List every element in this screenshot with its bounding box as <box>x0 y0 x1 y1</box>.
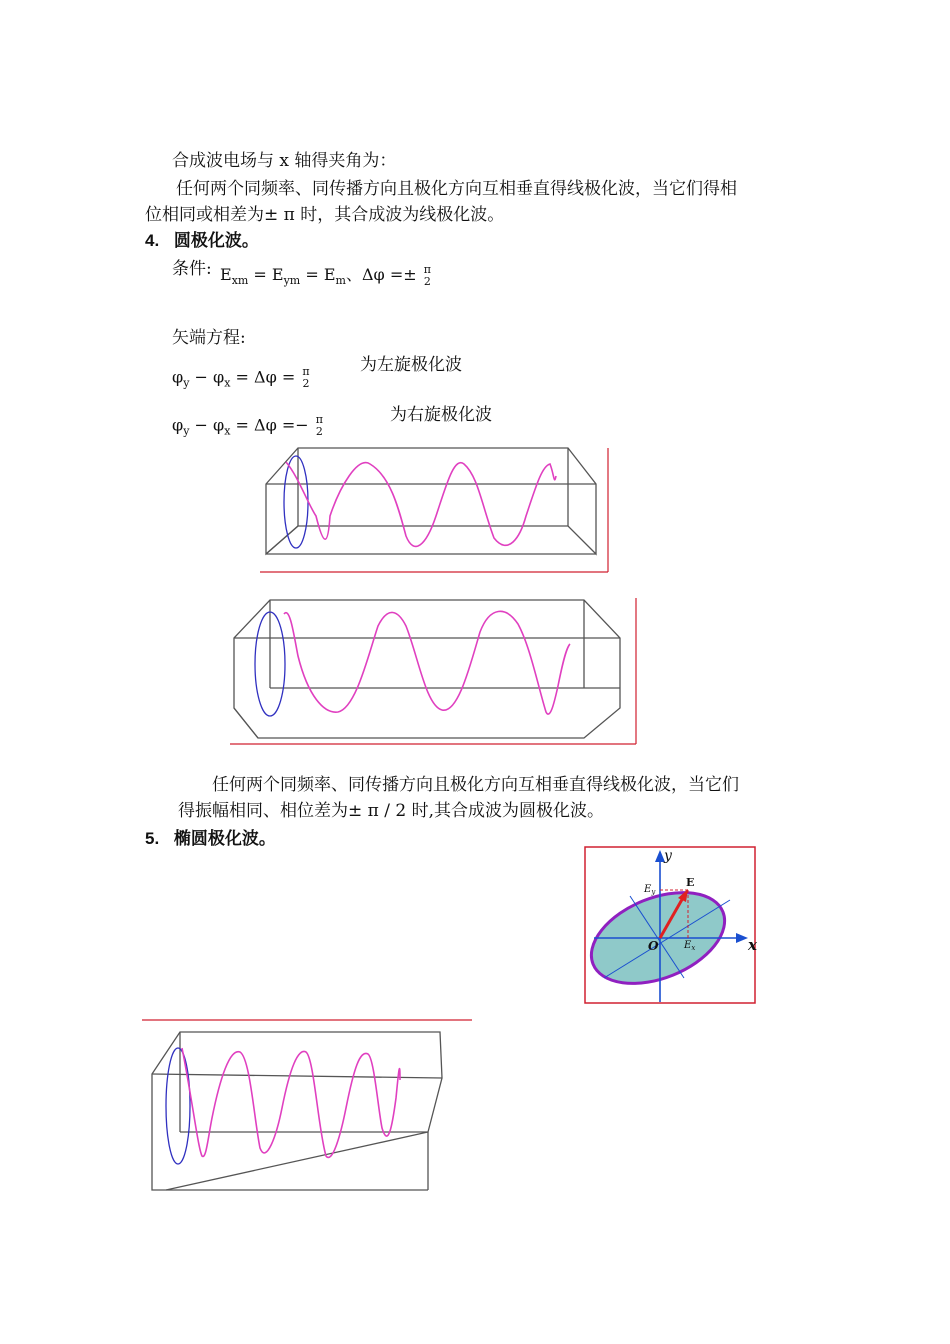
helix-wave <box>182 1048 400 1157</box>
phi-y-sub: y <box>183 376 190 390</box>
e-m-sub: m <box>335 274 346 287</box>
condition-equation: $E_{xm} = E_{ym} = E_m$、Δφ =± π 2 <box>220 262 431 288</box>
e-xm: E <box>220 265 232 284</box>
vector-label: 矢端方程: <box>172 328 246 348</box>
eq-left-rhs: = Δφ = <box>235 367 296 387</box>
delta-phi: Δφ =± <box>361 265 417 284</box>
x-axis-label: x <box>748 936 757 954</box>
box-edge <box>234 708 258 738</box>
section-5-number: 5. <box>145 829 160 848</box>
phi-x-sub: x <box>224 424 231 438</box>
summary-line-2: 得振幅相同、相位差为± π / 2 时,其合成波为圆极化波。 <box>178 801 604 821</box>
helix-wave <box>286 462 556 546</box>
intro-line-3: 位相同或相差为± π 时，其合成波为线极化波。 <box>145 205 505 225</box>
intro-line-1: 合成波电场与 x 轴得夹角为： <box>172 151 397 171</box>
phi-x: φ <box>213 367 225 387</box>
polarization-circle <box>284 456 308 548</box>
box-outline <box>266 448 596 554</box>
e-m: E <box>323 265 336 284</box>
e-xm-sub: xm <box>231 274 249 287</box>
condition-label: 条件: <box>172 259 212 279</box>
phi-x-sub: x <box>224 376 231 390</box>
phi-y-sub: y <box>183 424 190 438</box>
section-5-title: 椭圆极化波。 <box>173 829 276 848</box>
eq-right-frac <box>316 414 323 438</box>
eq-left-frac <box>302 366 309 390</box>
summary-line-1: 任何两个同频率、同传播方向且极化方向互相垂直得线极化波，当它们 <box>212 775 739 795</box>
origin-label: O <box>648 939 659 953</box>
right-circular-wave-figure <box>228 596 640 748</box>
left-circular-wave-figure <box>258 446 612 576</box>
y-axis-label: y <box>664 848 672 864</box>
phi-x: φ <box>213 415 225 435</box>
eq-right-rhs: = Δφ =− <box>235 415 309 435</box>
e-ym-sub: ym <box>283 274 301 287</box>
eq-left: $\varphi_y - \varphi_x = \Delta\varphi$ = π 2 <box>172 365 310 390</box>
separator: 、 <box>345 265 362 284</box>
section-5-heading <box>145 824 276 849</box>
pi-over-2 <box>424 264 431 288</box>
section-4-title: 圆极化波。 <box>173 231 259 250</box>
polarization-ellipse-3d <box>166 1048 190 1164</box>
frac-den: 2 <box>302 377 310 390</box>
eq-right-desc: 为右旋极化波 <box>390 405 492 425</box>
eq-left-desc: 为左旋极化波 <box>360 355 462 375</box>
section-4-number: 4. <box>145 231 160 250</box>
frac-num: π <box>423 262 431 276</box>
ey-sub: y <box>651 888 656 896</box>
frac-num: π <box>315 413 323 426</box>
phi-y: φ <box>172 415 184 435</box>
frac-den: 2 <box>315 425 323 438</box>
section-4-heading <box>145 226 259 251</box>
ex-main: E <box>684 940 692 951</box>
e-vector-label: E <box>686 876 695 889</box>
phi-y: φ <box>172 367 184 387</box>
intro-line-2: 任何两个同频率、同传播方向且极化方向互相垂直得线极化波，当它们得相 <box>176 179 737 199</box>
e-ym: E <box>271 265 284 284</box>
eq-right: $\varphi_y - \varphi_x = \Delta\varphi$ =− π 2 <box>172 413 323 438</box>
ey-main: E <box>644 884 652 895</box>
frac-den: 2 <box>423 274 431 288</box>
ex-sub: x <box>691 944 696 952</box>
elliptical-wave-figure <box>142 1018 474 1194</box>
box-outline <box>152 1032 442 1190</box>
helix-wave <box>284 611 570 714</box>
frac-num: π <box>302 365 310 378</box>
elliptical-polarization-diagram <box>584 846 756 1004</box>
box-edge <box>266 526 298 554</box>
